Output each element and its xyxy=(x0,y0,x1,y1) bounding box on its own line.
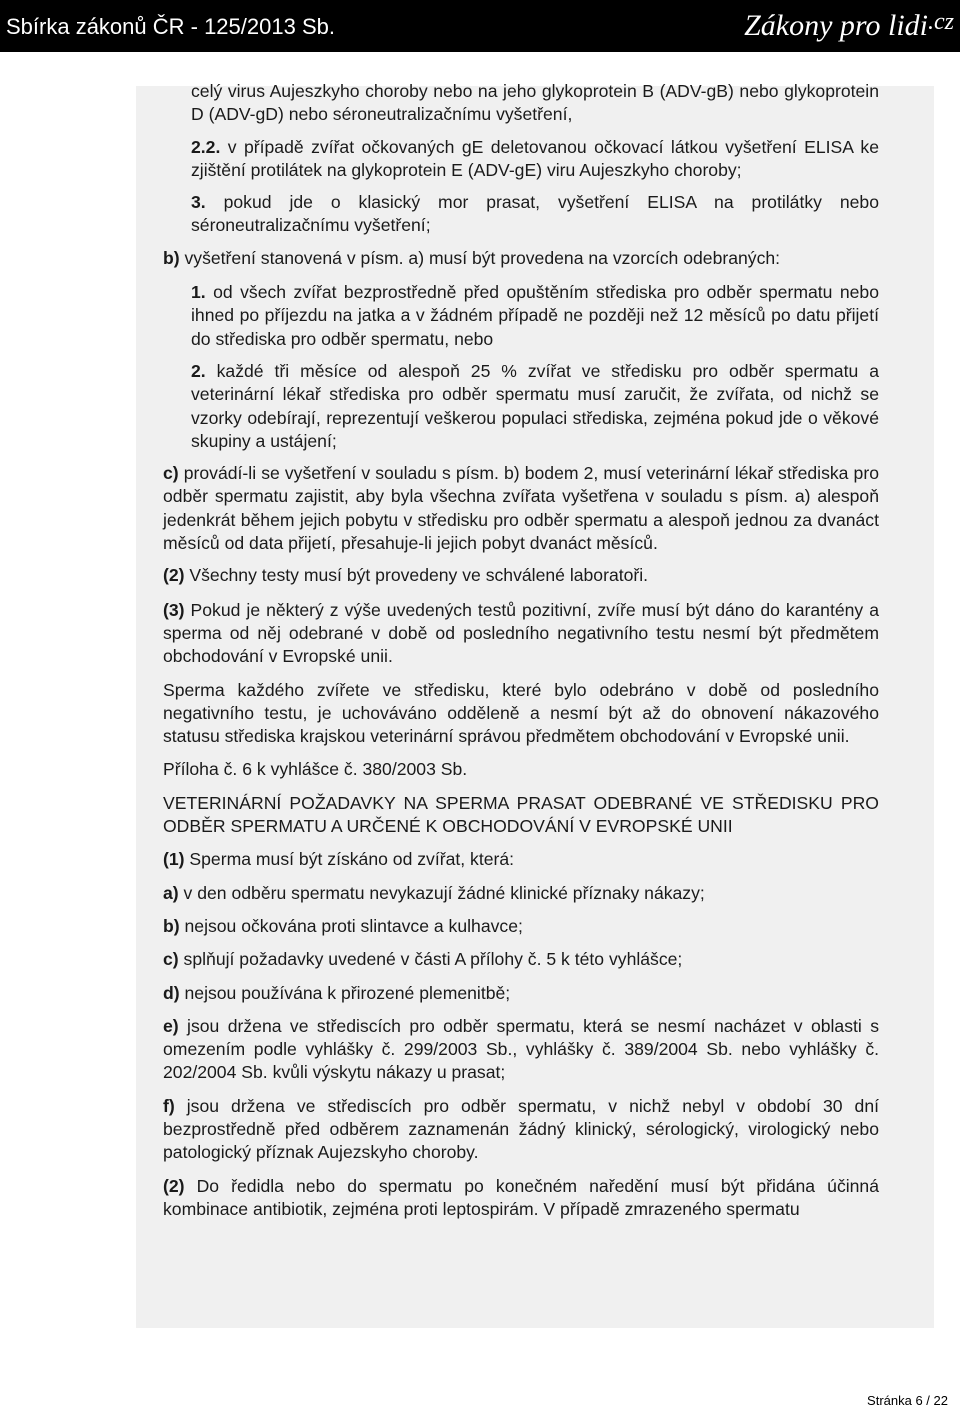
paragraph-text: splňují požadavky uvedené v části A přílohy č. 5 k této vyhlášce; xyxy=(178,949,683,970)
paragraph-text: Do ředidla nebo do spermatu po konečném naředění musí být přidána účinná kombinace antibiotik, zejména proti leptospirám. V případě zmrazeného spermatu xyxy=(163,1175,879,1219)
paragraph-label: 1. xyxy=(191,282,206,303)
paragraph-label: d) xyxy=(163,982,180,1003)
paragraph xyxy=(163,1015,879,1085)
paragraph-label: c) xyxy=(163,949,179,970)
paragraph xyxy=(163,191,879,238)
paragraph-text: celý virus Aujeszkyho choroby nebo na jeho glykoprotein B (ADV-gB) nebo glykoprotein D (ADV-gD) nebo séroneutralizačnímu vyšetření, xyxy=(191,81,879,125)
paragraph-text: pokud jde o klasický mor prasat, vyšetření ELISA na protilátky nebo séroneutralizačnímu vyšetření; xyxy=(191,192,879,236)
site-logo[interactable] xyxy=(744,4,954,44)
paragraph xyxy=(163,982,879,1005)
paragraph xyxy=(163,360,879,453)
paragraph xyxy=(163,848,879,871)
document-body xyxy=(163,80,879,1221)
paragraph xyxy=(163,136,879,183)
paragraph xyxy=(163,564,879,587)
paragraph-label: f) xyxy=(163,1095,175,1116)
document-title: Sbírka zákonů ČR - 125/2013 Sb. xyxy=(6,14,335,39)
paragraph-label: 2.2. xyxy=(191,136,221,157)
paragraph-text: provádí-li se vyšetření v souladu s písm. b) bodem 2, musí veterinární lékař střediska pro odběr spermatu zajistit, aby byla všechna zvířata vyšetřena v souladu s písm. a) alespoň jedenkrát během jejich pobytu v středisku pro odběr spermatu a alespoň jednou za dvanáct měsíců od data přijetí, přesahuje-li jejich pobyt dvanáct měsíců. xyxy=(163,463,879,554)
paragraph-text: Sperma každého zvířete ve středisku, které bylo odebráno v době od posledního negativního testu, je uchováváno odděleně a nesmí být až do obnovení nákazového statusu střediska krajskou veterinární správou předmětem obchodování v Evropské unii. xyxy=(163,679,879,747)
paragraph-text: nejsou používána k přirozené plemenitbě; xyxy=(179,982,511,1003)
paragraph-label: c) xyxy=(163,463,179,484)
paragraph-text: Příloha č. 6 k vyhlášce č. 380/2003 Sb. xyxy=(163,759,468,780)
page-header xyxy=(0,0,960,52)
paragraph-label: e) xyxy=(163,1015,179,1036)
paragraph-text: každé tři měsíce od alespoň 25 % zvířat ve středisku pro odběr spermatu a veterinární lékař střediska pro odběr spermatu musí zaručit, že zvířata, od nichž se vzorky odebírají, reprezentují veškerou populaci střediska, zejména pokud jde o věkové skupiny a ustájení; xyxy=(191,360,879,451)
paragraph xyxy=(163,462,879,555)
paragraph-label: (2) xyxy=(163,565,185,586)
paragraph-label: 2. xyxy=(191,360,206,381)
paragraph xyxy=(163,1095,879,1165)
paragraph-text: Sperma musí být získáno od zvířat, která: xyxy=(184,849,515,870)
paragraph-text: vyšetření stanovená v písm. a) musí být provedena na vzorcích odebraných: xyxy=(179,247,781,268)
paragraph xyxy=(163,679,879,749)
paragraph-text: v případě zvířat očkovaných gE deletovanou očkovací látkou vyšetření ELISA ke zjištění protilátek na glykoprotein E (ADV-gE) viru Aujeszkyho choroby; xyxy=(191,136,879,180)
paragraph xyxy=(163,247,879,270)
paragraph-text: nejsou očkována proti slintavce a kulhavce; xyxy=(179,915,523,936)
paragraph-label: (3) xyxy=(163,599,185,620)
paragraph xyxy=(163,882,879,905)
paragraph xyxy=(163,948,879,971)
section-title xyxy=(163,792,879,839)
paragraph xyxy=(163,1175,879,1222)
paragraph-text: Pokud je některý z výše uvedených testů pozitivní, zvíře musí být dáno do karantény a sperma od něj odebrané v době od posledního negativního testu nesmí být předmětem obchodování v Evropské unii. xyxy=(163,599,879,667)
paragraph-text: jsou držena ve střediscích pro odběr spermatu, v nichž nebyl v období 30 dní bezprostředně před odběrem zaznamenán žádný klinický, sérologický, virologický nebo patologický příznak Aujezskyho choroby. xyxy=(163,1095,879,1163)
paragraph-text: od všech zvířat bezprostředně před opuštěním střediska pro odběr spermatu nebo ihned po příjezdu na jatka a v žádném případě ne později než 12 měsíců po datu přijetí do střediska pro odběr spermatu, nebo xyxy=(191,282,879,349)
paragraph xyxy=(163,80,879,127)
paragraph xyxy=(163,281,879,351)
paragraph-label: b) xyxy=(163,247,180,268)
logo-text: Zákony pro lidi xyxy=(744,9,928,42)
paragraph-label: b) xyxy=(163,915,180,936)
paragraph-text: VETERINÁRNÍ POŽADAVKY NA SPERMA PRASAT ODEBRANÉ VE STŘEDISKU PRO ODBĚR SPERMATU A URČENÉ K OBCHODOVÁNÍ V EVROPSKÉ UNII xyxy=(163,792,879,837)
paragraph-text: jsou držena ve střediscích pro odběr spermatu, která se nesmí nacházet v oblasti s omezením podle vyhlášky č. 299/2003 Sb., vyhlášky č. 389/2004 Sb. nebo vyhlášky č. 202/2004 Sb. kvůli výskytu nákazy u prasat; xyxy=(163,1015,879,1083)
logo-suffix: .cz xyxy=(928,9,954,35)
paragraph xyxy=(163,915,879,938)
paragraph-text: v den odběru spermatu nevykazují žádné klinické příznaky nákazy; xyxy=(178,882,705,903)
paragraph-label: 3. xyxy=(191,192,206,213)
paragraph-label: (1) xyxy=(163,849,185,870)
paragraph xyxy=(163,599,879,669)
annex-heading xyxy=(163,758,879,781)
paragraph-label: a) xyxy=(163,882,179,903)
page-number: Stránka 6 / 22 xyxy=(867,1393,948,1408)
paragraph-text: Všechny testy musí být provedeny ve schválené laboratoři. xyxy=(184,565,649,586)
paragraph-label: (2) xyxy=(163,1175,185,1196)
